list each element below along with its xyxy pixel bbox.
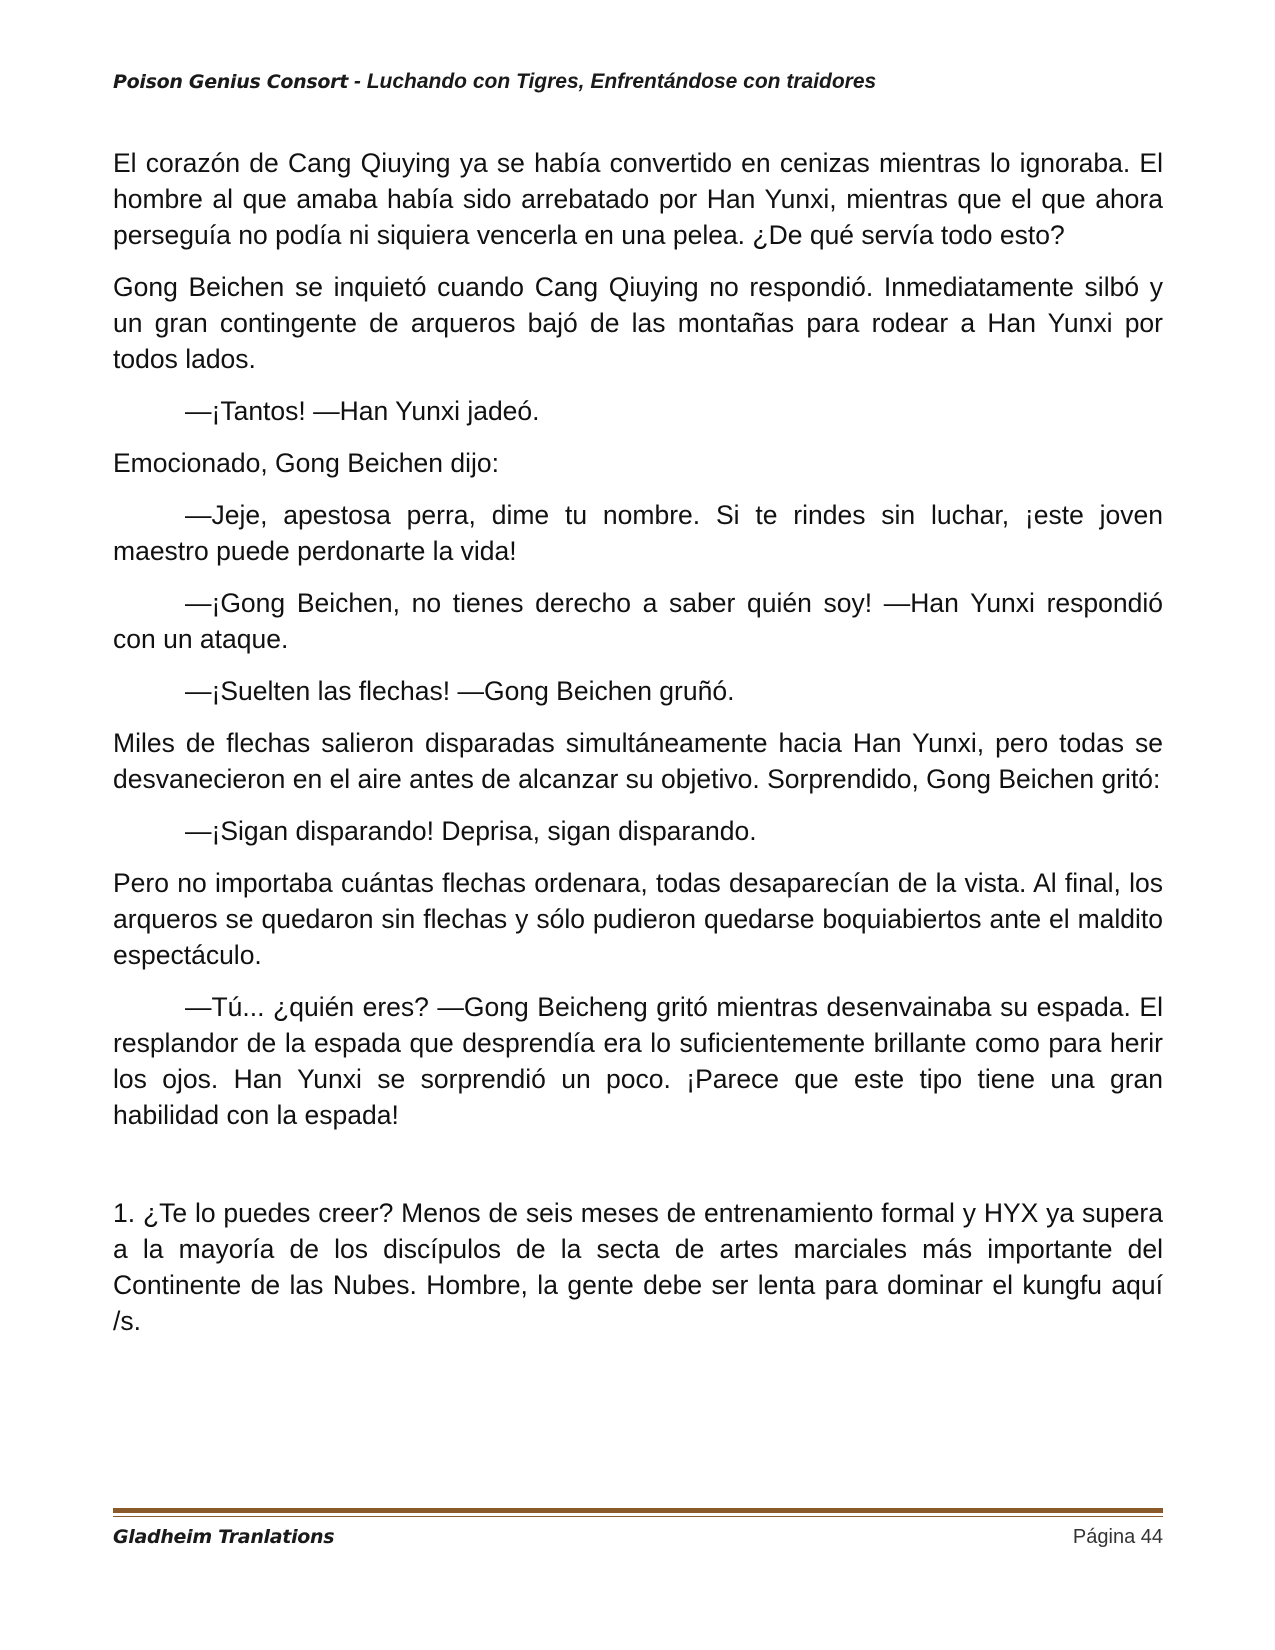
dialogue-paragraph: —¡Sigan disparando! Deprisa, sigan disparando. — [185, 816, 757, 846]
dialogue-paragraph: —Jeje, apestosa perra, dime tu nombre. Si te rindes sin luchar, ¡este joven maestro puede perdonarte la vida! — [113, 500, 1163, 566]
dialogue-paragraph: —¡Gong Beichen, no tienes derecho a saber quién soy! —Han Yunxi respondió con un ataque. — [113, 588, 1163, 654]
paragraph: Pero no importaba cuántas flechas ordenara, todas desaparecían de la vista. Al final, los arqueros se quedaron sin flechas y sólo pudieron quedarse boquiabiertos ante el maldito espectáculo. — [113, 868, 1163, 970]
dialogue-paragraph: —¡Tantos! —Han Yunxi jadeó. — [185, 396, 540, 426]
paragraph: El corazón de Cang Qiuying ya se había convertido en cenizas mientras lo ignoraba. El hombre al que amaba había sido arrebatado por Han Yunxi, mientras que el que ahora perseguía no podía ni siquiera vencerla en una pelea. ¿De qué servía todo esto? — [113, 148, 1163, 250]
book-title: Poison Genius Consort — [113, 71, 349, 93]
running-header — [113, 70, 1163, 94]
body-text — [113, 145, 1163, 1355]
paragraph: Gong Beichen se inquietó cuando Cang Qiuying no respondió. Inmediatamente silbó y un gran contingente de arqueros bajó de las montañas para rodear a Han Yunxi por todos lados. — [113, 272, 1163, 374]
publisher-name: Gladheim Tranlations — [113, 1526, 335, 1548]
footer-rule-thin — [113, 1516, 1163, 1517]
footnote: 1. ¿Te lo puedes creer? Menos de seis meses de entrenamiento formal y HYX ya supera a la mayoría de los discípulos de la secta de artes marciales más importante del Continente de las Nubes. Hombre, la gente debe ser lenta para dominar el kungfu aquí /s. — [113, 1198, 1163, 1336]
header-separator: - — [348, 70, 367, 93]
page-number: Página 44 — [1072, 1526, 1163, 1548]
dialogue-paragraph: —Tú... ¿quién eres? —Gong Beicheng gritó mientras desenvainaba su espada. El resplandor de la espada que desprendía era lo suficientemente brillante como para herir los ojos. Han Yunxi se sorprendió un poco. ¡Parece que este tipo tiene una gran habilidad con la espada! — [113, 992, 1163, 1130]
chapter-title: Luchando con Tigres, Enfrentándose con traidores — [366, 70, 877, 93]
dialogue-paragraph: —¡Suelten las flechas! —Gong Beichen gruñó. — [185, 676, 735, 706]
paragraph: Emocionado, Gong Beichen dijo: — [113, 448, 499, 478]
footer-rule-thick — [113, 1508, 1163, 1513]
paragraph: Miles de flechas salieron disparadas simultáneamente hacia Han Yunxi, pero todas se desvanecieron en el aire antes de alcanzar su objetivo. Sorprendido, Gong Beichen gritó: — [113, 728, 1163, 794]
